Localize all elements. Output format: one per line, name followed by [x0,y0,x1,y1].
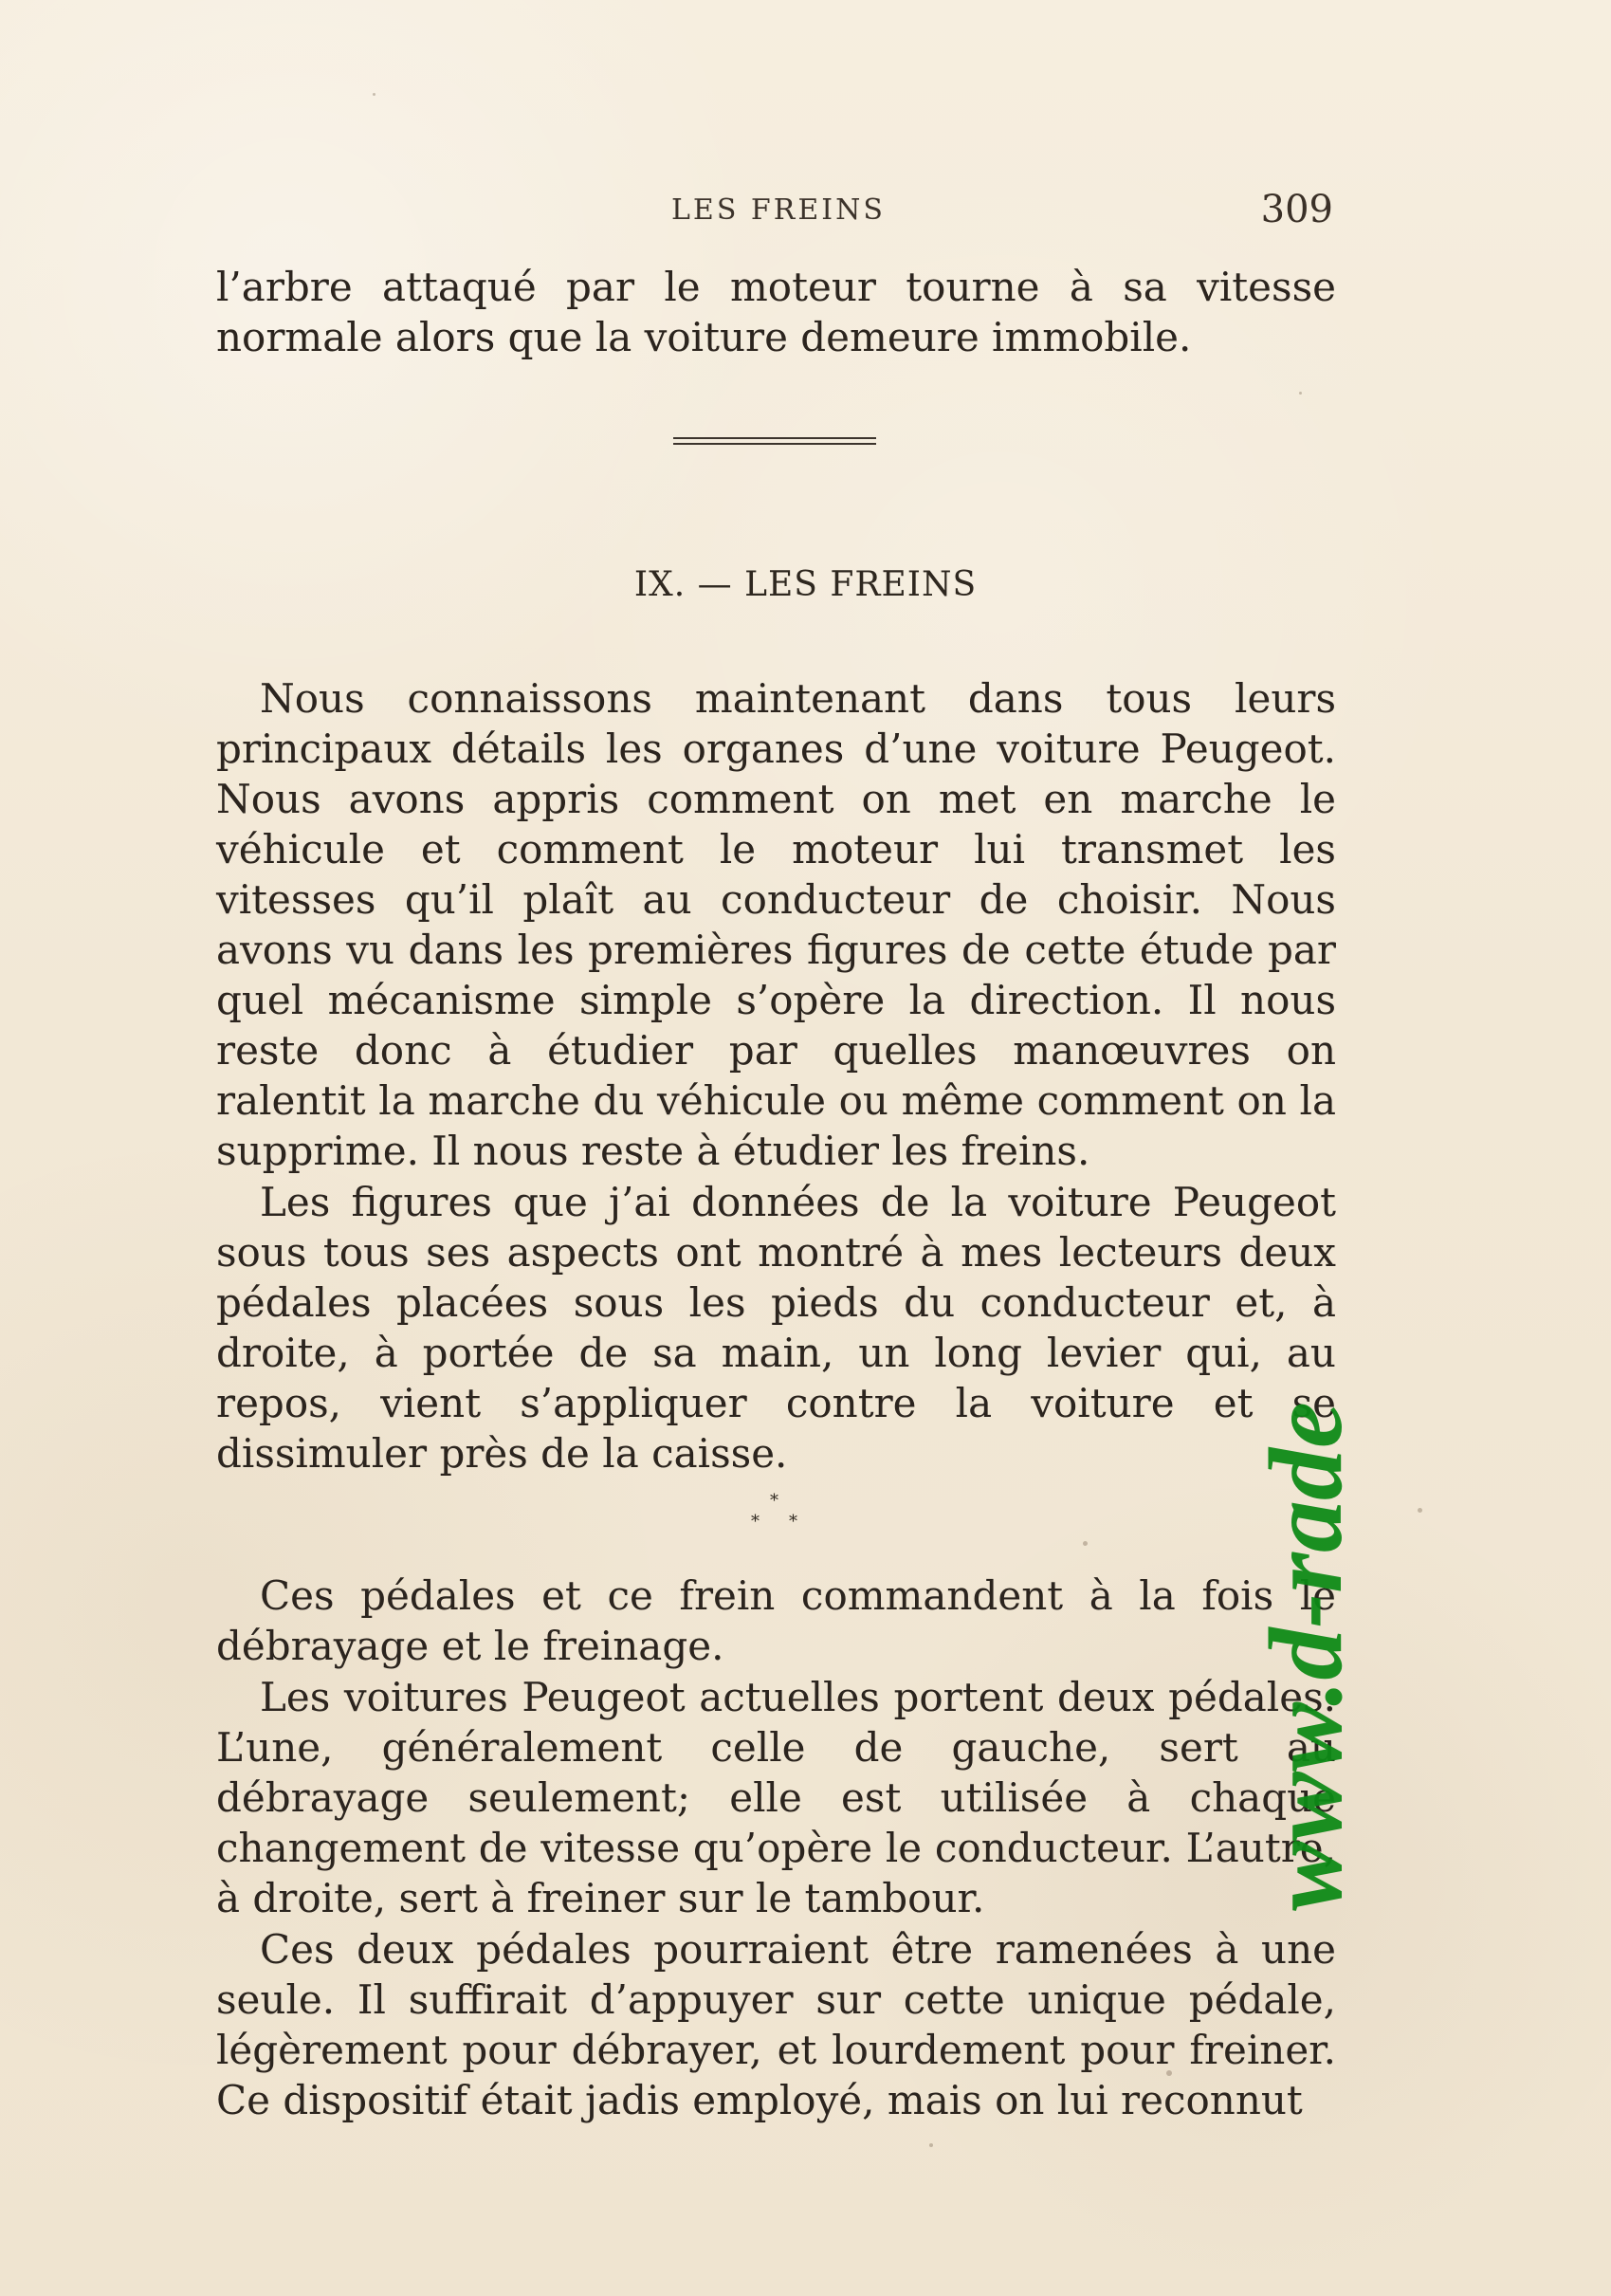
paper-speck [1418,1508,1422,1513]
asterism-star: * [770,1491,778,1511]
asterism-star: * [789,1512,797,1532]
watermark-text: www.d-rade [1248,1402,1364,1911]
body-paragraph: Ces pédales et ce frein commandent à la fois le débrayage et le freinage. [216,1572,1336,1669]
body-paragraph: Les voitures Peugeot actuelles portent deux pédales. L’une, généralement celle de gauche, sert au débrayage seulement; elle est utilisée à chaque changement de vitesse qu’opère le conducteur. L’autre, à droite, sert à freiner sur le tambour. [216,1674,1336,1921]
section-title: IX. — LES FREINS [633,565,978,604]
continuation-body [216,1570,1336,2125]
paper-speck [1083,1541,1088,1546]
paper-speck [373,93,375,96]
intro-paragraph: l’arbre attaqué par le moteur tourne à sa vitesse normale alors que la voiture demeure immobile. [216,264,1336,360]
running-head [0,188,1611,231]
body-paragraph: Les figures que j’ai données de la voiture Peugeot sous tous ses aspects ont montré à mes lecteurs deux pédales placées sous les pieds du conducteur et, à droite, à portée de sa main, un long levier qui, au repos, vient s’appliquer contre la voiture et se dissimuler près de la caisse. [216,1179,1336,1477]
section-body [216,673,1336,1479]
intro-text-block [216,262,1336,362]
paper-speck [929,2143,933,2147]
running-title: LES FREINS [671,193,886,227]
asterism-star: * [751,1512,760,1532]
page-number: 309 [1260,188,1333,231]
asterism [747,1493,804,1534]
body-paragraph: Nous connaissons maintenant dans tous leurs principaux détails les organes d’une voiture Peugeot. Nous avons appris comment on met en marche le véhicule et comment le moteur lui transmet les vitesses qu’il plaît au conducteur de choisir. Nous avons vu dans les premières figures de cette étude par quel mécanisme simple s’opère la direction. Il nous reste donc à étudier par quelles manœuvres on ralentit la marche du véhicule ou même comment on la supprime. Il nous reste à étudier les freins. [216,675,1336,1174]
paper-speck [1299,392,1302,395]
section-separator [673,437,876,447]
body-paragraph: Ces deux pédales pourraient être ramenées à une seule. Il suffirait d’appuyer sur cette unique pédale, légèrement pour débrayer, et lourdement pour freiner. Ce dispositif était jadis employé, mais on lui reconnut [216,1926,1336,2123]
